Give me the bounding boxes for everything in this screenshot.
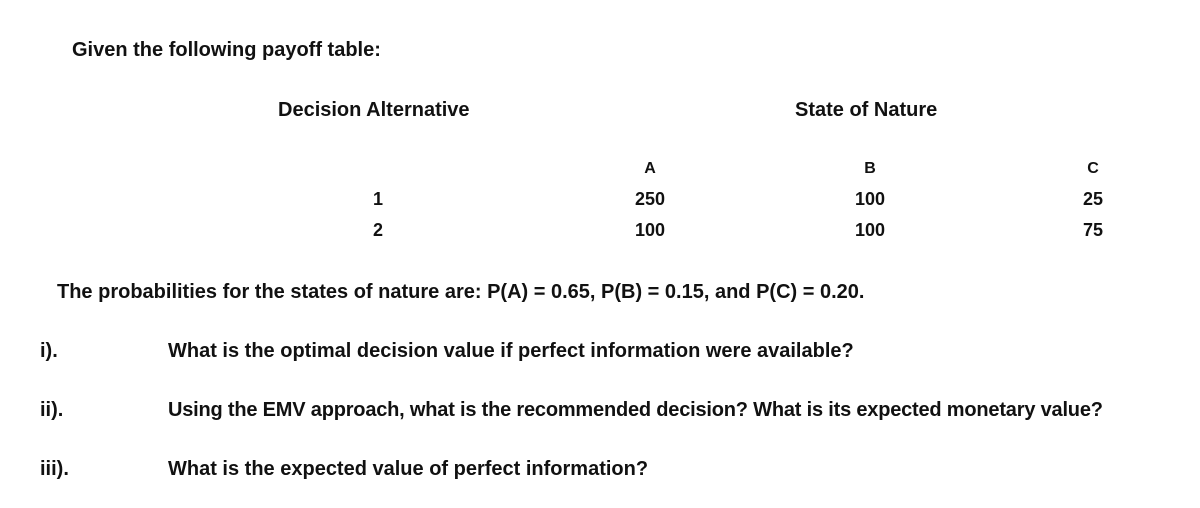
alternative-2-label: 2 [372, 220, 384, 240]
question-3-text: What is the expected value of perfect information? [168, 458, 649, 480]
payoff-2-a: 100 [634, 220, 666, 240]
state-a-header: A [644, 160, 656, 177]
payoff-1-a: 250 [634, 189, 666, 209]
payoff-1-c: 25 [1082, 189, 1104, 209]
state-c-header: C [1087, 160, 1099, 177]
question-1-text: What is the optimal decision value if perfect information were available? [168, 340, 854, 362]
probabilities-text: The probabilities for the states of nature are: P(A) = 0.65, P(B) = 0.15, and P(C) = 0.20. [57, 281, 865, 303]
state-b-header: B [864, 160, 876, 177]
alternative-1-label: 1 [372, 189, 384, 209]
intro-text: Given the following payoff table: [72, 39, 381, 61]
payoff-2-b: 100 [854, 220, 886, 240]
payoff-1-b: 100 [854, 189, 886, 209]
payoff-2-c: 75 [1082, 220, 1104, 240]
question-2-label: ii). [40, 399, 64, 421]
question-1-label: i). [40, 340, 58, 362]
state-of-nature-header: State of Nature [795, 99, 938, 121]
decision-alternative-header: Decision Alternative [278, 99, 470, 121]
question-3-label: iii). [40, 458, 69, 480]
question-2-text: Using the EMV approach, what is the recommended decision? What is its expected monetary value? [168, 399, 1103, 421]
